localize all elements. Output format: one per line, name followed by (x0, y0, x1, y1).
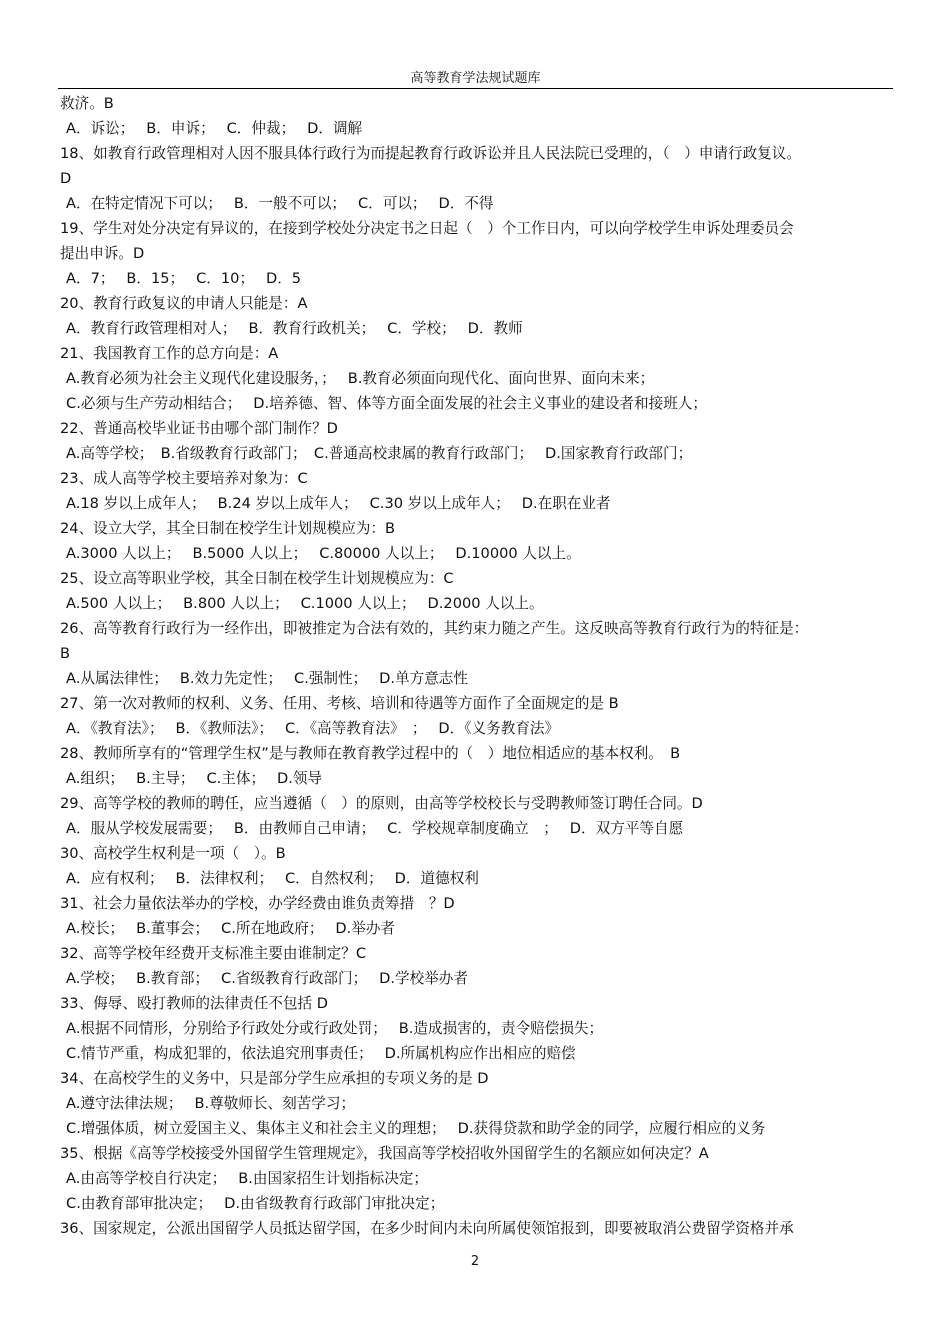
question-text: 20、教育行政复议的申请人只能是：A (60, 295, 308, 312)
answer-options: A.3000 人以上； B.5000 人以上； C.80000 人以上； D.10000 人以上。 (66, 545, 581, 562)
question-text: 19、学生对处分决定有异议的，在接到学校处分决定书之日起（ ）个工作日内，可以向学校学生申诉处理委员会 (60, 220, 794, 237)
answer-options: A.由高等学校自行决定； B.由国家招生计划指标决定； (66, 1170, 429, 1187)
answer-options: A.遵守法律法规； B.尊敬师长、刻苦学习； (66, 1095, 356, 1112)
page-number: 2 (470, 1254, 480, 1269)
answer-continuation: 救济。B (60, 95, 114, 112)
answer-options: C.情节严重，构成犯罪的，依法追究刑事责任； D.所属机构应作出相应的赔偿 (66, 1045, 576, 1062)
question-text: 21、我国教育工作的总方向是：A (60, 345, 279, 362)
question-list (58, 91, 894, 1241)
answer-options: A．诉讼； B．申诉； C．仲裁； D．调解 (66, 120, 363, 137)
answer-options: A.组织； B.主导； C.主体； D.领导 (66, 770, 323, 787)
question-text: 36、国家规定，公派出国留学人员抵达留学国，在多少时间内未向所属使领馆报到，即要被取消公费留学资格并承 (60, 1220, 794, 1237)
question-text: 23、成人高等学校主要培养对象为：C (60, 470, 308, 487)
answer-continuation: B (60, 645, 71, 662)
answer-options: A．应有权利； B．法律权利； C．自然权利； D．道德权利 (66, 870, 479, 887)
answer-options: C.增强体质，树立爱国主义、集体主义和社会主义的理想； D.获得贷款和助学金的同学，应履行相应的义务 (66, 1120, 766, 1137)
answer-options: A.学校； B.教育部； C.省级教育行政部门； D.学校举办者 (66, 970, 468, 987)
answer-options: A.从属法律性； B.效力先定性； C.强制性； D.单方意志性 (66, 670, 468, 687)
answer-options: C.由教育部审批决定； D.由省级教育行政部门审批决定； (66, 1195, 445, 1212)
answer-continuation: 提出申诉。D (60, 245, 145, 262)
question-text: 18、如教育行政管理相对人因不服具体行政行为而提起教育行政诉讼并且人民法院已受理的，（ ）申请行政复议。 (60, 145, 801, 162)
question-text: 22、普通高校毕业证书由哪个部门制作？D (60, 420, 338, 437)
header-divider (58, 88, 893, 89)
answer-options: A．教育行政管理相对人； B．教育行政机关； C．学校； D．教师 (66, 320, 523, 337)
question-text: 27、第一次对教师的权利、义务、任用、考核、培训和待遇等方面作了全面规定的是 B (60, 695, 619, 712)
question-text: 35、根据《高等学校接受外国留学生管理规定》，我国高等学校招收外国留学生的名额应如何决定？A (60, 1145, 709, 1162)
answer-options: A．《教育法》； B．《教师法》； C．《高等教育法》 ； D．《义务教育法》 (66, 720, 560, 737)
answer-options: A.根据不同情形，分别给予行政处分或行政处罚； B.造成损害的，责令赔偿损失； (66, 1020, 604, 1037)
answer-options: A.18 岁以上成年人； B.24 岁以上成年人； C.30 岁以上成年人； D.在职在业者 (66, 495, 611, 512)
question-text: 34、在高校学生的义务中，只是部分学生应承担的专项义务的是 D (60, 1070, 489, 1087)
question-text: 26、高等教育行政行为一经作出，即被推定为合法有效的，其约束力随之产生。这反映高等教育行政行为的特征是： (60, 620, 809, 637)
answer-options: A．服从学校发展需要； B．由教师自己申请； C．学校规章制度确立 ； D．双方平等自愿 (66, 820, 684, 837)
answer-options: A．7； B．15； C．10； D．5 (66, 270, 302, 287)
page-header-title: 高等教育学法规试题库 (410, 71, 541, 86)
answer-options: A．在特定情况下可以； B．一般不可以； C．可以； D．不得 (66, 195, 494, 212)
answer-options: C.必须与生产劳动相结合； D.培养德、智、体等方面全面发展的社会主义事业的建设者和接班人； (66, 395, 707, 412)
answer-options: A.高等学校； B.省级教育行政部门； C.普通高校隶属的教育行政部门； D.国家教育行政部门； (66, 445, 693, 462)
question-text: 29、高等学校的教师的聘任，应当遵循（ ）的原则，由高等学校校长与受聘教师签订聘任合同。D (60, 795, 703, 812)
answer-options: A.教育必须为社会主义现代化建设服务，； B.教育必须面向现代化、面向世界、面向未来； (66, 370, 655, 387)
question-text: 28、教师所享有的“管理学生权”是与教师在教育教学过程中的（ ）地位相适应的基本权利。 B (60, 745, 681, 762)
answer-options: A.校长； B.董事会； C.所在地政府； D.举办者 (66, 920, 396, 937)
question-text: 31、社会力量依法举办的学校，办学经费由谁负责筹措 ？D (60, 895, 455, 912)
answer-continuation: D (60, 170, 72, 187)
answer-options: A.500 人以上； B.800 人以上； C.1000 人以上； D.2000 人以上。 (66, 595, 544, 612)
question-text: 33、侮辱、殴打教师的法律责任不包括 D (60, 995, 328, 1012)
question-text: 24、设立大学，其全日制在校学生计划规模应为：B (60, 520, 396, 537)
question-text: 30、高校学生权利是一项（ ）。B (60, 845, 286, 862)
question-text: 25、设立高等职业学校，其全日制在校学生计划规模应为：C (60, 570, 454, 587)
question-text: 32、高等学校年经费开支标准主要由谁制定？C (60, 945, 367, 962)
